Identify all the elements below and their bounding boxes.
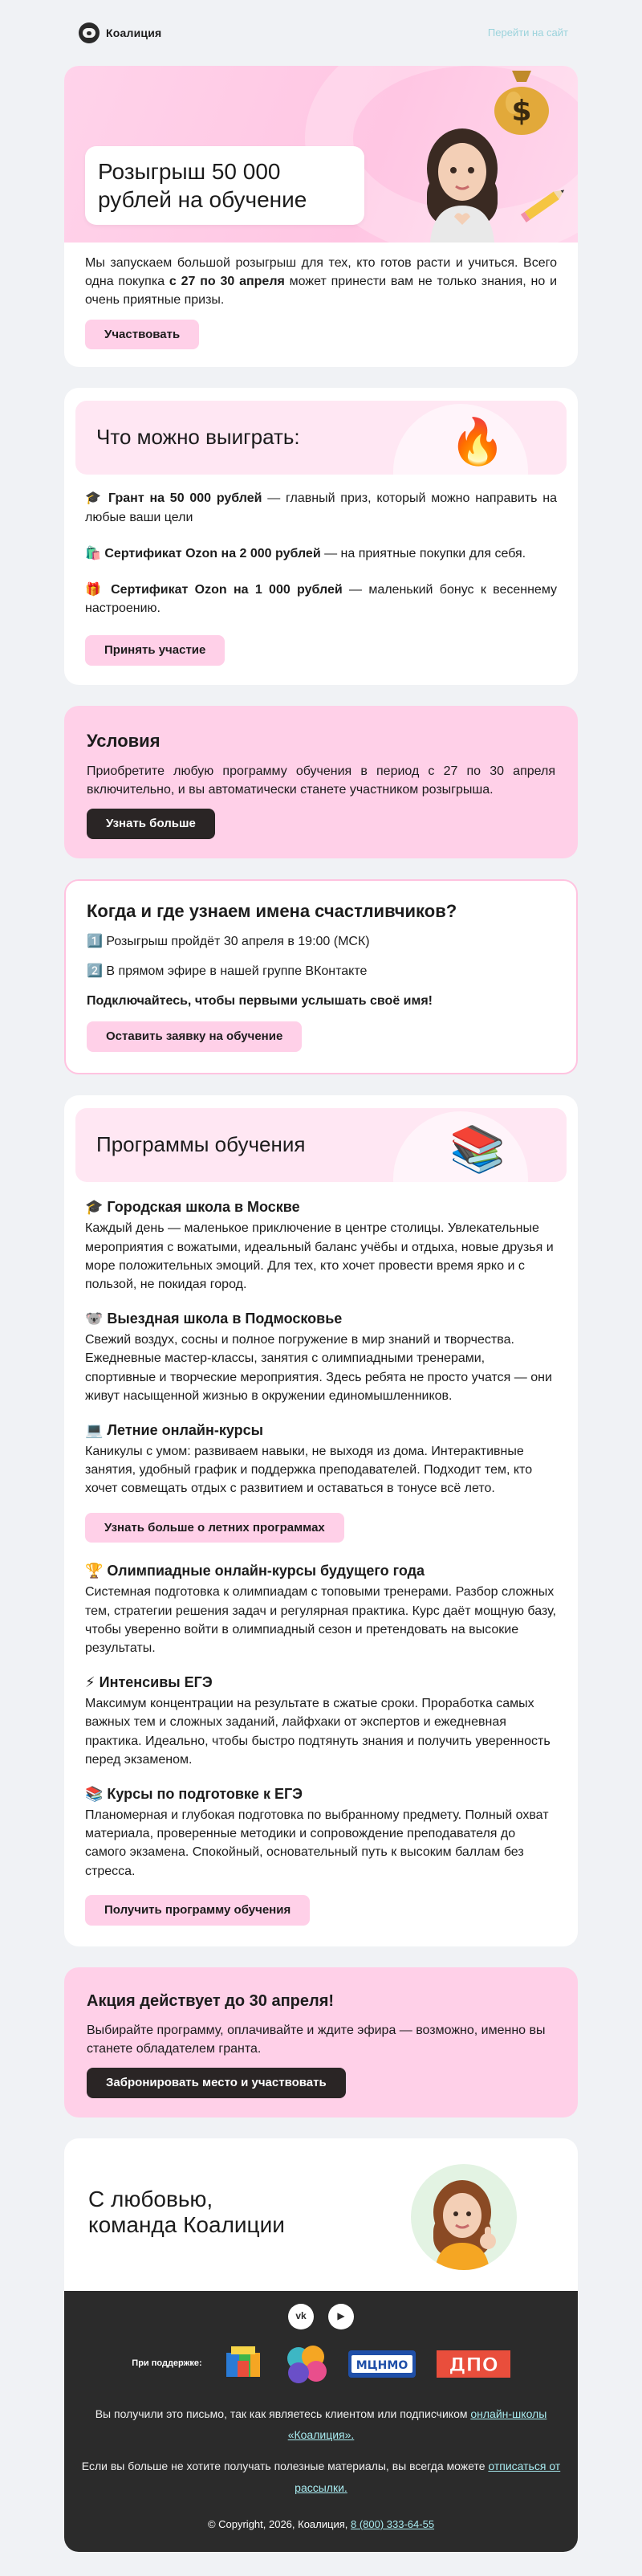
- programs-card: [64, 1095, 578, 1946]
- prize-name: Грант на 50 000 рублей: [108, 491, 262, 506]
- winners-line-place: 2️⃣ В прямом эфире в нашей группе ВКонтакте: [87, 964, 368, 979]
- logo-text: Коалиция: [106, 26, 162, 39]
- phone-link[interactable]: 8 (800) 333-64-55: [350, 2518, 435, 2531]
- prize-item: [64, 489, 578, 526]
- hero-text-part: может принести вам не только знания, но и очень приятные призы.: [85, 275, 558, 308]
- take-part-button[interactable]: Принять участие: [85, 635, 225, 666]
- partners-label: При поддержке:: [132, 2358, 202, 2368]
- book-place-button[interactable]: Забронировать место и участвовать: [87, 2068, 346, 2098]
- girl-thumbs-up-icon: [411, 2164, 517, 2270]
- signature-line: команда Коалиции: [88, 2211, 285, 2237]
- logo[interactable]: [79, 22, 161, 43]
- winners-card: [64, 879, 578, 1074]
- program-title: ⚡ Интенсивы ЕГЭ: [85, 1674, 213, 1691]
- vk-icon[interactable]: vk: [288, 2304, 314, 2329]
- partner-flower-logo-icon[interactable]: [284, 2344, 327, 2384]
- graduation-cap-icon: 🎓: [85, 491, 104, 506]
- subscription-notice: [80, 2403, 562, 2446]
- learn-more-button[interactable]: Узнать больше: [87, 809, 215, 839]
- program-description: Планомерная и глубокая подготовка по выбранному предмету. Полный охват материала, проверенные методики и сопровождение преподавателя до самого экзамена. Спокойный, основательный путь к высоким баллам без стресса.: [85, 1808, 549, 1878]
- notice-text: Вы получили это письмо, так как являетесь клиентом или подписчиком: [95, 2407, 471, 2420]
- svg-text:$: $: [511, 95, 532, 128]
- program-title: 💻 Летние онлайн-курсы: [85, 1421, 263, 1438]
- program-title: 🏆 Олимпиадные онлайн-курсы будущего года: [85, 1563, 425, 1579]
- school-link[interactable]: онлайн-школы «Коалиция».: [287, 2407, 547, 2442]
- partner-dpo-text: ДПО: [448, 2353, 498, 2376]
- hero-text-part: Мы запускаем большой розыгрыш для тех, кто готов расти и учиться. Всего одна покупка: [85, 256, 557, 289]
- copyright: [80, 2517, 562, 2533]
- program-item: [64, 1308, 578, 1405]
- prizes-header: [75, 401, 567, 475]
- promo-text: Выбирайте программу, оплачивайте и ждите эфира — возможно, именно вы станете обладателем гранта.: [87, 2023, 546, 2056]
- prize-name: Сертификат Ozon на 1 000 рублей: [111, 582, 343, 597]
- partner-mcnmo-text: МЦНМО: [356, 2358, 408, 2372]
- view-site-link[interactable]: Перейти на сайт: [487, 26, 568, 39]
- footer: [64, 2291, 578, 2552]
- hero-banner: [64, 66, 578, 243]
- prizes-card: [64, 388, 578, 685]
- winners-title: Когда и где узнаем имена счастливчиков?: [87, 901, 457, 922]
- program-item: [64, 1196, 578, 1294]
- copyright-text: © Copyright, 2026, Коалиция,: [207, 2518, 351, 2531]
- program-description: Каникулы с умом: развиваем навыки, не выходя из дома. Интерактивные занятия, удобный график и поддержка преподавателей. Подходит тем, кто хочет совмещать отдых с развитием и оставаться в тонусе всё лето.: [85, 1445, 533, 1496]
- gift-icon: 🎁: [85, 582, 104, 597]
- books-icon: 📚: [449, 1123, 506, 1175]
- hero-text: [85, 254, 557, 310]
- partners: [80, 2344, 562, 2384]
- programs-title: Программы обучения: [96, 1132, 306, 1157]
- prize-item: [64, 544, 578, 563]
- conditions-title: Условия: [87, 731, 160, 751]
- apply-button[interactable]: Оставить заявку на обучение: [87, 1021, 302, 1052]
- prizes-title: Что можно выиграть:: [96, 425, 300, 450]
- header: [64, 0, 578, 66]
- dpo-logo-icon[interactable]: [437, 2350, 510, 2378]
- prize-description: — маленький бонус к весеннему настроению.: [85, 582, 558, 616]
- hero-card: [64, 66, 578, 367]
- girl-avatar-icon: [414, 122, 510, 243]
- winners-cta: Подключайтесь, чтобы первыми услышать своё имя!: [87, 994, 433, 1009]
- program-title: 🐨 Выездная школа в Подмосковье: [85, 1310, 343, 1327]
- signature-line: С любовью,: [88, 2186, 213, 2211]
- prize-item: [64, 581, 578, 618]
- promo-title: Акция действует до 30 апреля!: [87, 1991, 335, 2010]
- team-avatar: [411, 2164, 517, 2270]
- bottom-spacer: [64, 2552, 578, 2576]
- program-description: Свежий воздух, сосны и полное погружение в мир знаний и творчества. Ежедневные мастер-классы, занятия с олимпиадными тренерами, спортивные и творческие мероприятия. Здесь ребята не просто учатся — они живут насыщенной жизнью в окружении единомышленников.: [85, 1333, 552, 1403]
- hero-body: [64, 243, 578, 367]
- pencil-icon: [518, 178, 575, 226]
- unsubscribe-notice: [80, 2456, 562, 2498]
- mcnmo-logo-icon[interactable]: [348, 2350, 416, 2378]
- program-description: Максимум концентрации на результате в сжатые сроки. Проработка самых важных тем и сложных заданий, лайфхаки от экспертов и ежедневная практика. Идеально, чтобы быстро подтянуть знания и получить уверенность перед экзаменом.: [85, 1697, 551, 1767]
- fire-icon: 🔥: [449, 416, 506, 467]
- promo-card: [64, 1967, 578, 2117]
- koala-logo-icon: [79, 22, 100, 43]
- hero-title: Розыгрыш 50 000 рублей на обучение: [98, 159, 307, 212]
- unsubscribe-text: Если вы больше не хотите получать полезные материалы, вы всегда можете: [81, 2459, 489, 2472]
- get-program-button[interactable]: Получить программу обучения: [85, 1895, 310, 1926]
- programs-header: [75, 1108, 567, 1182]
- program-description: Каждый день — маленькое приключение в центре столицы. Увлекательные мероприятия с вожатыми, идеальный баланс учёбы и отдыха, новые друзья и море положительных эмоций. Для тех, кто хочет провести время ярко и с пользой, не покидая город.: [85, 1221, 554, 1291]
- hero-text-dates: с 27 по 30 апреля: [169, 275, 285, 289]
- program-item: [64, 1560, 578, 1657]
- program-title: 🎓 Городская школа в Москве: [85, 1199, 300, 1216]
- prize-name: Сертификат Ozon на 2 000 рублей: [104, 546, 321, 560]
- unsubscribe-link[interactable]: отписаться от рассылки.: [295, 2459, 561, 2494]
- participate-button[interactable]: Участвовать: [85, 320, 199, 350]
- winners-line-time: 1️⃣ Розыгрыш пройдёт 30 апреля в 19:00 (МСК): [87, 934, 370, 948]
- prize-description: — главный приз, который можно направить на любые ваши цели: [85, 491, 558, 524]
- program-item: [64, 1783, 578, 1881]
- partner-cube-logo-icon[interactable]: [223, 2345, 263, 2383]
- program-item: [64, 1672, 578, 1769]
- social-links: [80, 2304, 562, 2329]
- program-item: [64, 1420, 578, 1498]
- conditions-card: [64, 706, 578, 858]
- youtube-icon[interactable]: ▶: [328, 2304, 354, 2329]
- conditions-text: Приобретите любую программу обучения в период с 27 по 30 апреля включительно, и вы автоматически станете участником розыгрыша.: [87, 764, 555, 797]
- signature-block: [64, 2138, 578, 2291]
- hero-title-box: [85, 146, 364, 225]
- prize-description: — на приятные покупки для себя.: [320, 546, 526, 560]
- summer-programs-button[interactable]: Узнать больше о летних программах: [85, 1513, 344, 1543]
- program-title: 📚 Курсы по подготовке к ЕГЭ: [85, 1786, 303, 1802]
- shopping-bags-icon: 🛍️: [85, 546, 101, 560]
- program-description: Системная подготовка к олимпиадам с топовыми тренерами. Разбор сложных тем, стратегии решения задач и регулярная практика. Курс даёт мощную базу, чтобы уверенно войти в олимпиадный сезон и претендовать на высокие результаты.: [85, 1585, 556, 1655]
- email-wrapper: [64, 0, 578, 2576]
